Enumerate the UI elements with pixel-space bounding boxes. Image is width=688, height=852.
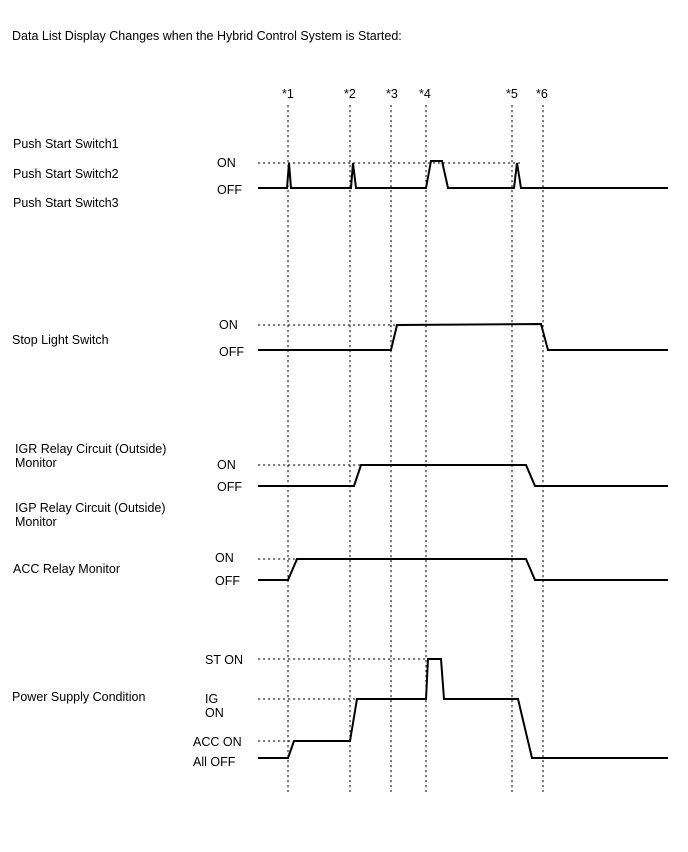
push-start-waveform xyxy=(258,161,668,188)
relay-signal-group xyxy=(15,442,668,529)
level-label-ig: IG xyxy=(205,692,219,706)
acc-relay-waveform xyxy=(258,559,668,580)
signal-name-push-start-2: Push Start Switch2 xyxy=(13,167,119,181)
push-start-signal-group xyxy=(13,137,668,210)
level-label-on: ON xyxy=(217,458,236,472)
signal-name-igr-relay: IGR Relay Circuit (Outside) xyxy=(15,442,167,456)
marker-label-1: *1 xyxy=(282,87,294,101)
relay-waveform xyxy=(258,465,668,486)
stop-light-waveform xyxy=(258,324,668,350)
level-label-all-off: All OFF xyxy=(193,755,236,769)
timing-markers xyxy=(282,87,548,792)
stop-light-signal-group xyxy=(12,318,668,359)
signal-name-push-start-3: Push Start Switch3 xyxy=(13,196,119,210)
signal-name-igr-relay-monitor: Monitor xyxy=(15,456,57,470)
level-label-acc-on: ACC ON xyxy=(193,735,242,749)
level-label-on: ON xyxy=(215,551,234,565)
diagram-title: Data List Display Changes when the Hybrid Control System is Started: xyxy=(12,29,402,43)
power-supply-signal-group xyxy=(12,653,668,769)
acc-relay-signal-group xyxy=(13,551,668,588)
level-label-st-on: ST ON xyxy=(205,653,243,667)
signal-name-acc-relay: ACC Relay Monitor xyxy=(13,562,120,576)
marker-label-5: *5 xyxy=(506,87,518,101)
level-label-on: ON xyxy=(219,318,238,332)
level-label-off: OFF xyxy=(219,345,244,359)
signal-name-power-supply: Power Supply Condition xyxy=(12,690,146,704)
signal-name-push-start-1: Push Start Switch1 xyxy=(13,137,119,151)
power-supply-waveform xyxy=(258,659,668,758)
level-label-on: ON xyxy=(217,156,236,170)
signal-name-stop-light: Stop Light Switch xyxy=(12,333,109,347)
signal-name-igp-relay: IGP Relay Circuit (Outside) xyxy=(15,501,166,515)
marker-label-3: *3 xyxy=(386,87,398,101)
level-label-off: OFF xyxy=(217,183,242,197)
marker-label-2: *2 xyxy=(344,87,356,101)
level-label-off: OFF xyxy=(217,480,242,494)
level-label-off: OFF xyxy=(215,574,240,588)
signal-name-igp-relay-monitor: Monitor xyxy=(15,515,57,529)
marker-label-6: *6 xyxy=(536,87,548,101)
level-label-ig-on: ON xyxy=(205,706,224,720)
marker-label-4: *4 xyxy=(419,87,431,101)
